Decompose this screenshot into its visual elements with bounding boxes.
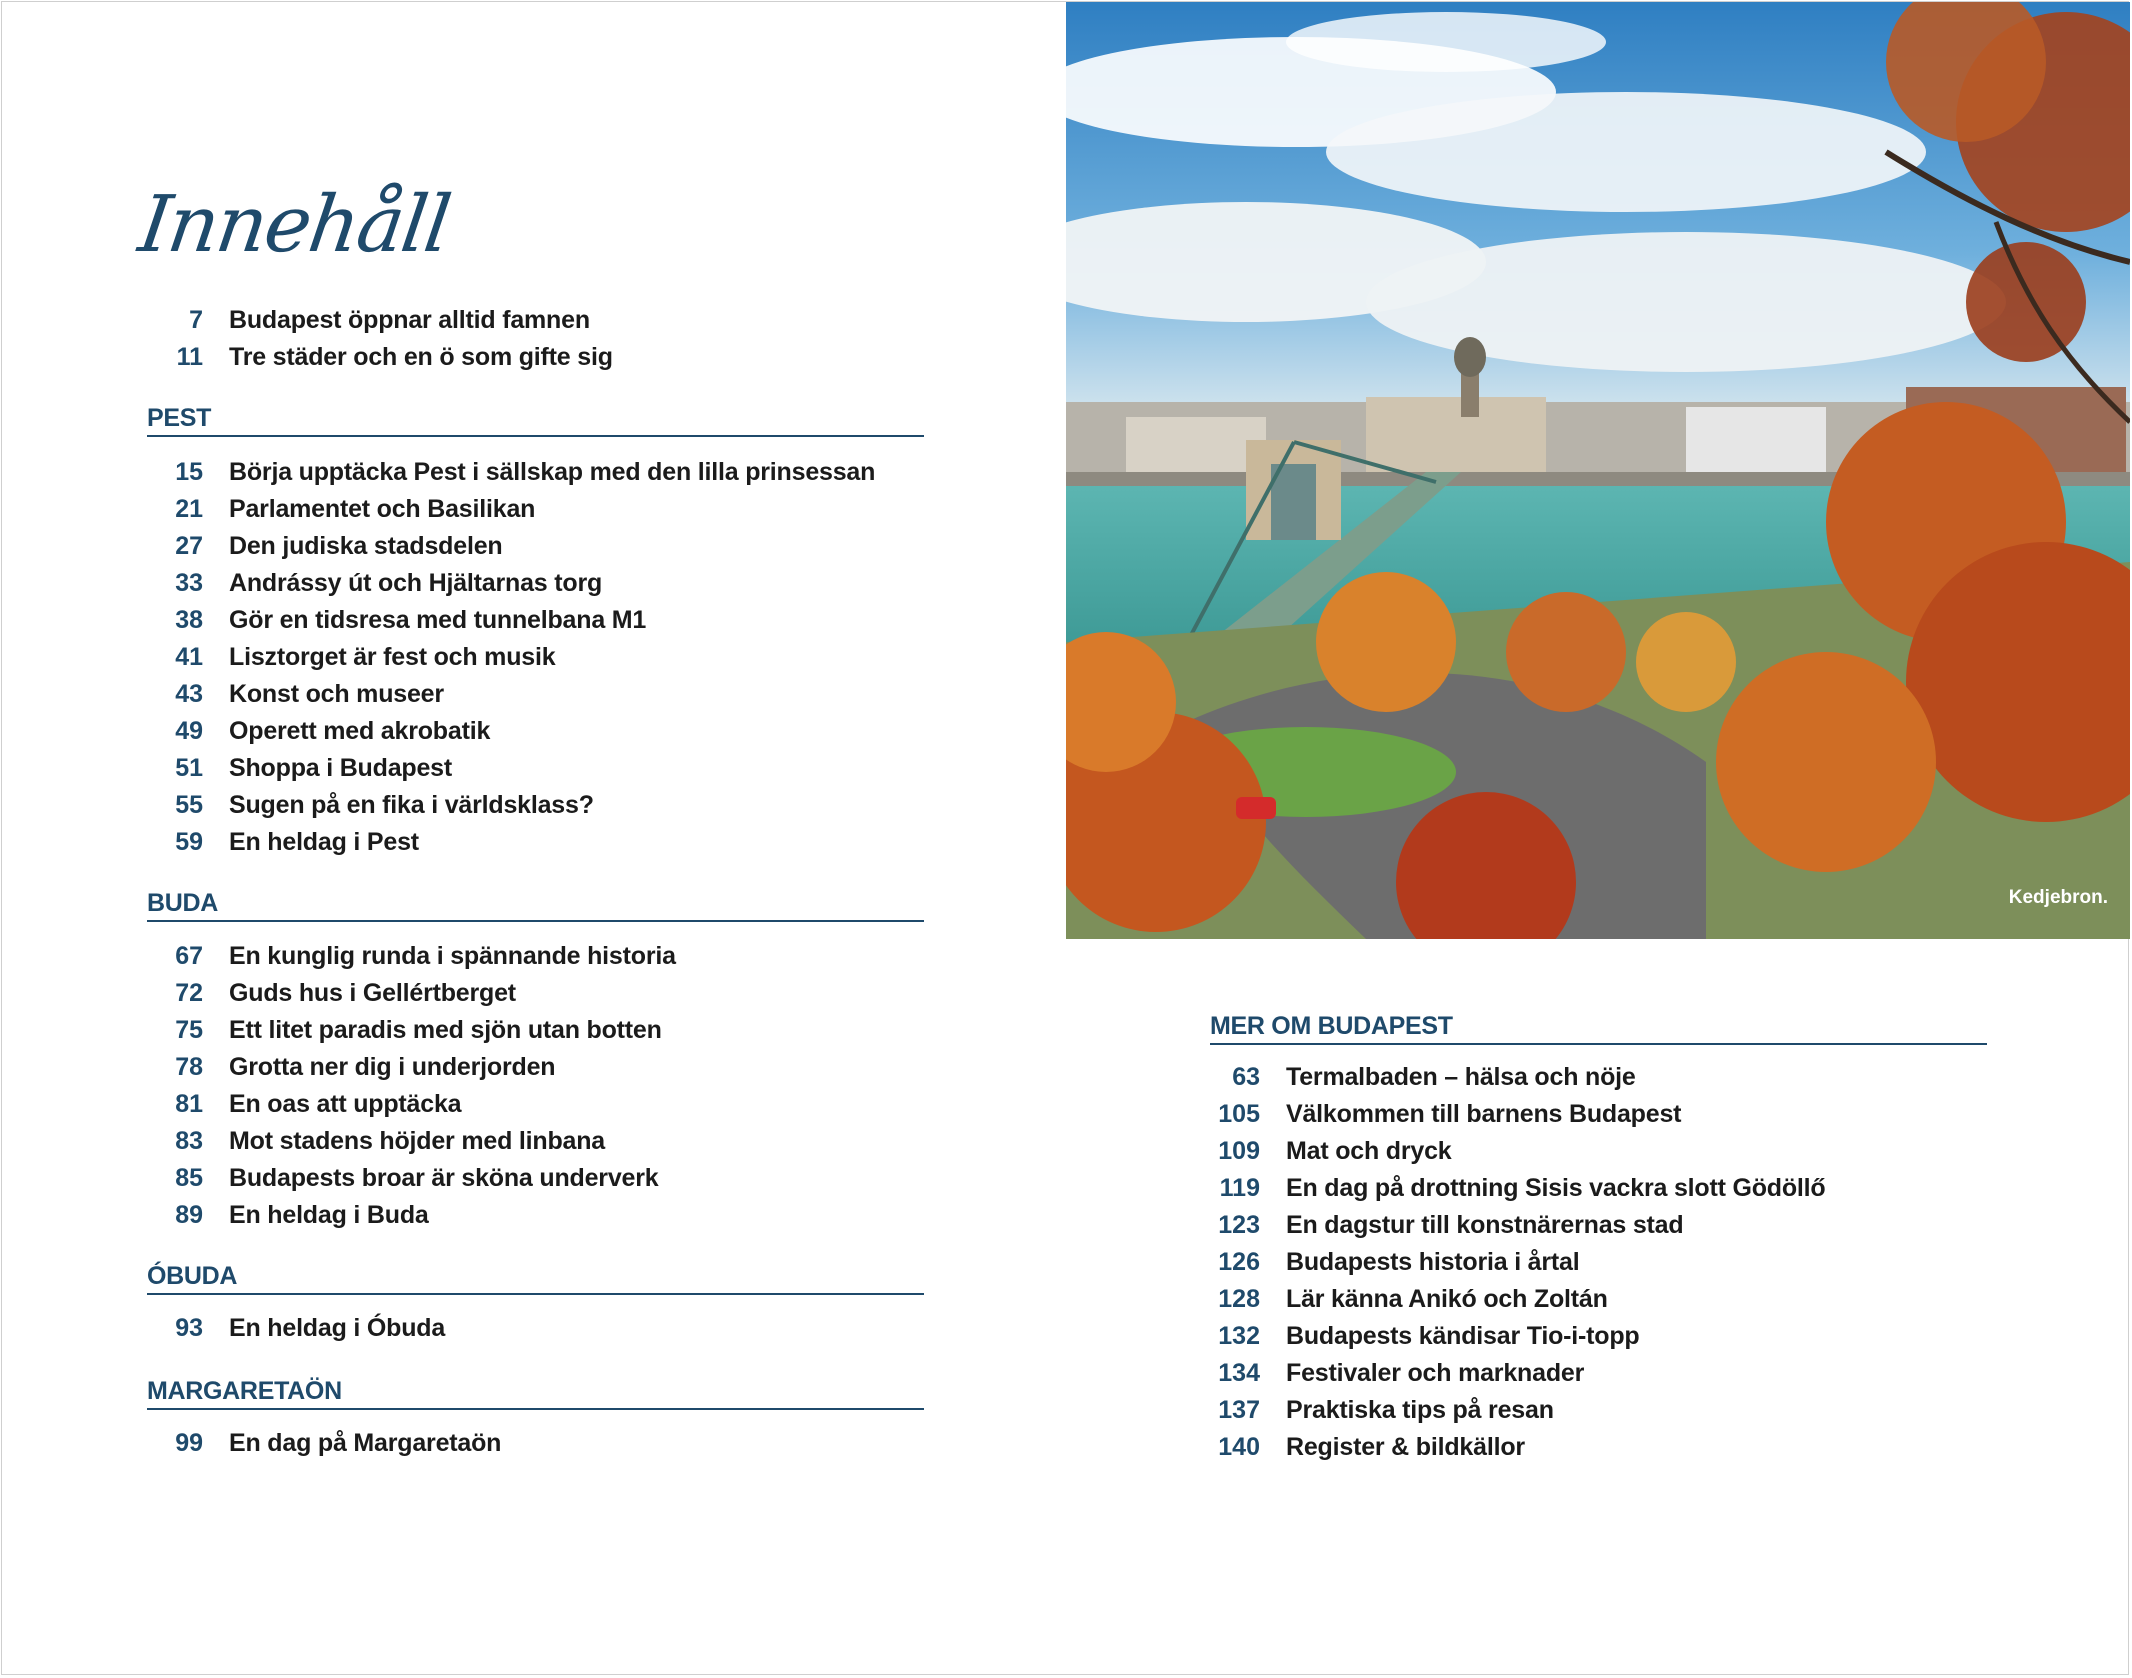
toc-entry-title: Praktiska tips på resan (1286, 1396, 1554, 1424)
toc-entry-title: Parlamentet och Basilikan (229, 495, 536, 523)
toc-page-number: 132 (1218, 1322, 1260, 1350)
section-heading-obuda: ÓBUDA (147, 1262, 924, 1295)
toc-entry[interactable] (155, 343, 935, 380)
toc-entry-title: En heldag i Óbuda (229, 1314, 446, 1342)
toc-intro (155, 306, 935, 380)
toc-page-number: 43 (175, 680, 203, 708)
toc-page-number: 134 (1218, 1359, 1260, 1387)
toc-entry[interactable] (1208, 1137, 1988, 1174)
toc-entry[interactable] (1208, 1248, 1988, 1285)
toc-entry-title: Budapests kändisar Tio-i-topp (1286, 1322, 1640, 1350)
toc-entry[interactable] (155, 1090, 935, 1127)
toc-page-number: 81 (175, 1090, 203, 1118)
toc-entry-title: Guds hus i Gellértberget (229, 979, 516, 1007)
toc-page-number: 78 (175, 1053, 203, 1081)
toc-entry-title: Gör en tidsresa med tunnelbana M1 (229, 606, 647, 634)
toc-entry-title: En dag på drottning Sisis vackra slott Gödöllő (1286, 1174, 1826, 1202)
toc-page-number: 72 (175, 979, 203, 1007)
toc-page-number: 140 (1218, 1433, 1260, 1461)
toc-entry[interactable] (155, 1429, 935, 1466)
toc-page-number: 59 (175, 828, 203, 856)
toc-entry[interactable] (155, 532, 935, 569)
chain-bridge-photo (1066, 2, 2130, 939)
section-heading-buda: BUDA (147, 889, 924, 922)
toc-page-number: 93 (175, 1314, 203, 1342)
toc-page-number: 99 (175, 1429, 203, 1457)
toc-entry-title: Börja upptäcka Pest i sällskap med den lilla prinsessan (229, 458, 876, 486)
toc-page-number: 105 (1218, 1100, 1260, 1128)
toc-entry-title: En dagstur till konstnärernas stad (1286, 1211, 1684, 1239)
toc-entry-title: Ett litet paradis med sjön utan botten (229, 1016, 662, 1044)
toc-entry[interactable] (1208, 1322, 1988, 1359)
toc-entry[interactable] (155, 979, 935, 1016)
toc-entry[interactable] (155, 643, 935, 680)
section-heading-margaretaon: MARGARETAÖN (147, 1377, 924, 1410)
toc-entry-title: Budapests historia i årtal (1286, 1248, 1580, 1276)
toc-page-number: 21 (175, 495, 203, 523)
toc-entry-title: En oas att upptäcka (229, 1090, 462, 1118)
toc-section-margaretaon (155, 1429, 935, 1466)
toc-entry-title: Operett med akrobatik (229, 717, 491, 745)
toc-entry[interactable] (155, 942, 935, 979)
toc-entry-title: En dag på Margaretaön (229, 1429, 502, 1457)
toc-entry[interactable] (155, 791, 935, 828)
toc-entry[interactable] (155, 754, 935, 791)
toc-page-number: 126 (1218, 1248, 1260, 1276)
toc-entry[interactable] (155, 828, 935, 865)
toc-page-number: 7 (189, 306, 203, 334)
toc-entry-title: Termalbaden – hälsa och nöje (1286, 1063, 1636, 1091)
toc-entry[interactable] (1208, 1433, 1988, 1470)
photo-illustration (1066, 2, 2130, 939)
toc-page-number: 63 (1232, 1063, 1260, 1091)
toc-entry-title: En heldag i Buda (229, 1201, 429, 1229)
toc-entry[interactable] (155, 569, 935, 606)
toc-entry[interactable] (1208, 1211, 1988, 1248)
toc-entry[interactable] (1208, 1359, 1988, 1396)
toc-page-number: 55 (175, 791, 203, 819)
toc-entry-title: Konst och museer (229, 680, 444, 708)
toc-entry-title: Andrássy út och Hjältarnas torg (229, 569, 603, 597)
toc-page-number: 67 (175, 942, 203, 970)
toc-page-number: 123 (1218, 1211, 1260, 1239)
toc-page-number: 33 (175, 569, 203, 597)
toc-entry-title: Välkommen till barnens Budapest (1286, 1100, 1682, 1128)
toc-page-number: 11 (176, 343, 203, 371)
toc-entry[interactable] (155, 717, 935, 754)
toc-entry-title: Den judiska stadsdelen (229, 532, 503, 560)
page-title: Innehåll (133, 180, 455, 270)
toc-entry[interactable] (155, 680, 935, 717)
toc-section-obuda (155, 1314, 935, 1351)
toc-entry-title: Mat och dryck (1286, 1137, 1452, 1165)
toc-entry[interactable] (155, 606, 935, 643)
section-heading-pest: PEST (147, 404, 924, 437)
toc-page-number: 89 (175, 1201, 203, 1229)
toc-page-number: 128 (1218, 1285, 1260, 1313)
toc-entry[interactable] (155, 495, 935, 532)
toc-entry-title: Register & bildkällor (1286, 1433, 1525, 1461)
toc-entry-title: Lär känna Anikó och Zoltán (1286, 1285, 1608, 1313)
toc-entry[interactable] (155, 1127, 935, 1164)
toc-entry[interactable] (1208, 1100, 1988, 1137)
toc-entry-title: Budapests broar är sköna underverk (229, 1164, 659, 1192)
toc-entry-title: Festivaler och marknader (1286, 1359, 1585, 1387)
toc-section-mer-om-budapest (1208, 1063, 1988, 1470)
toc-entry-title: Mot stadens höjder med linbana (229, 1127, 605, 1155)
toc-entry[interactable] (155, 1201, 935, 1238)
toc-section-buda (155, 942, 935, 1238)
toc-page-number: 75 (175, 1016, 203, 1044)
toc-entry[interactable] (1208, 1285, 1988, 1322)
toc-page-number: 83 (175, 1127, 203, 1155)
toc-entry[interactable] (155, 1016, 935, 1053)
toc-entry-title: Lisztorget är fest och musik (229, 643, 556, 671)
toc-entry-title: Tre städer och en ö som gifte sig (229, 343, 613, 371)
toc-page-number: 15 (175, 458, 203, 486)
toc-entry[interactable] (155, 306, 935, 343)
toc-entry-title: En kunglig runda i spännande historia (229, 942, 676, 970)
toc-entry-title: Shoppa i Budapest (229, 754, 453, 782)
toc-entry[interactable] (155, 1314, 935, 1351)
toc-entry[interactable] (155, 1053, 935, 1090)
toc-entry[interactable] (155, 1164, 935, 1201)
toc-entry-title: Budapest öppnar alltid famnen (229, 306, 590, 334)
toc-entry-title: Sugen på en fika i världsklass? (229, 791, 594, 819)
toc-entry[interactable] (155, 458, 935, 495)
toc-entry[interactable] (1208, 1396, 1988, 1433)
toc-page-number: 41 (175, 643, 203, 671)
section-heading-mer-om-budapest: MER OM BUDAPEST (1210, 1012, 1987, 1045)
toc-entry-title: Grotta ner dig i underjorden (229, 1053, 556, 1081)
toc-page-number: 49 (175, 717, 203, 745)
toc-entry[interactable] (1208, 1174, 1988, 1211)
toc-section-pest (155, 458, 935, 865)
toc-page-number: 27 (175, 532, 203, 560)
toc-page-number: 119 (1219, 1174, 1260, 1202)
toc-page-number: 137 (1218, 1396, 1260, 1424)
photo-caption: Kedjebron. (2008, 887, 2108, 908)
toc-entry-title: En heldag i Pest (229, 828, 419, 856)
toc-entry[interactable] (1208, 1063, 1988, 1100)
toc-page-number: 51 (175, 754, 203, 782)
toc-page-number: 85 (175, 1164, 203, 1192)
toc-page-number: 109 (1218, 1137, 1260, 1165)
toc-page-number: 38 (175, 606, 203, 634)
